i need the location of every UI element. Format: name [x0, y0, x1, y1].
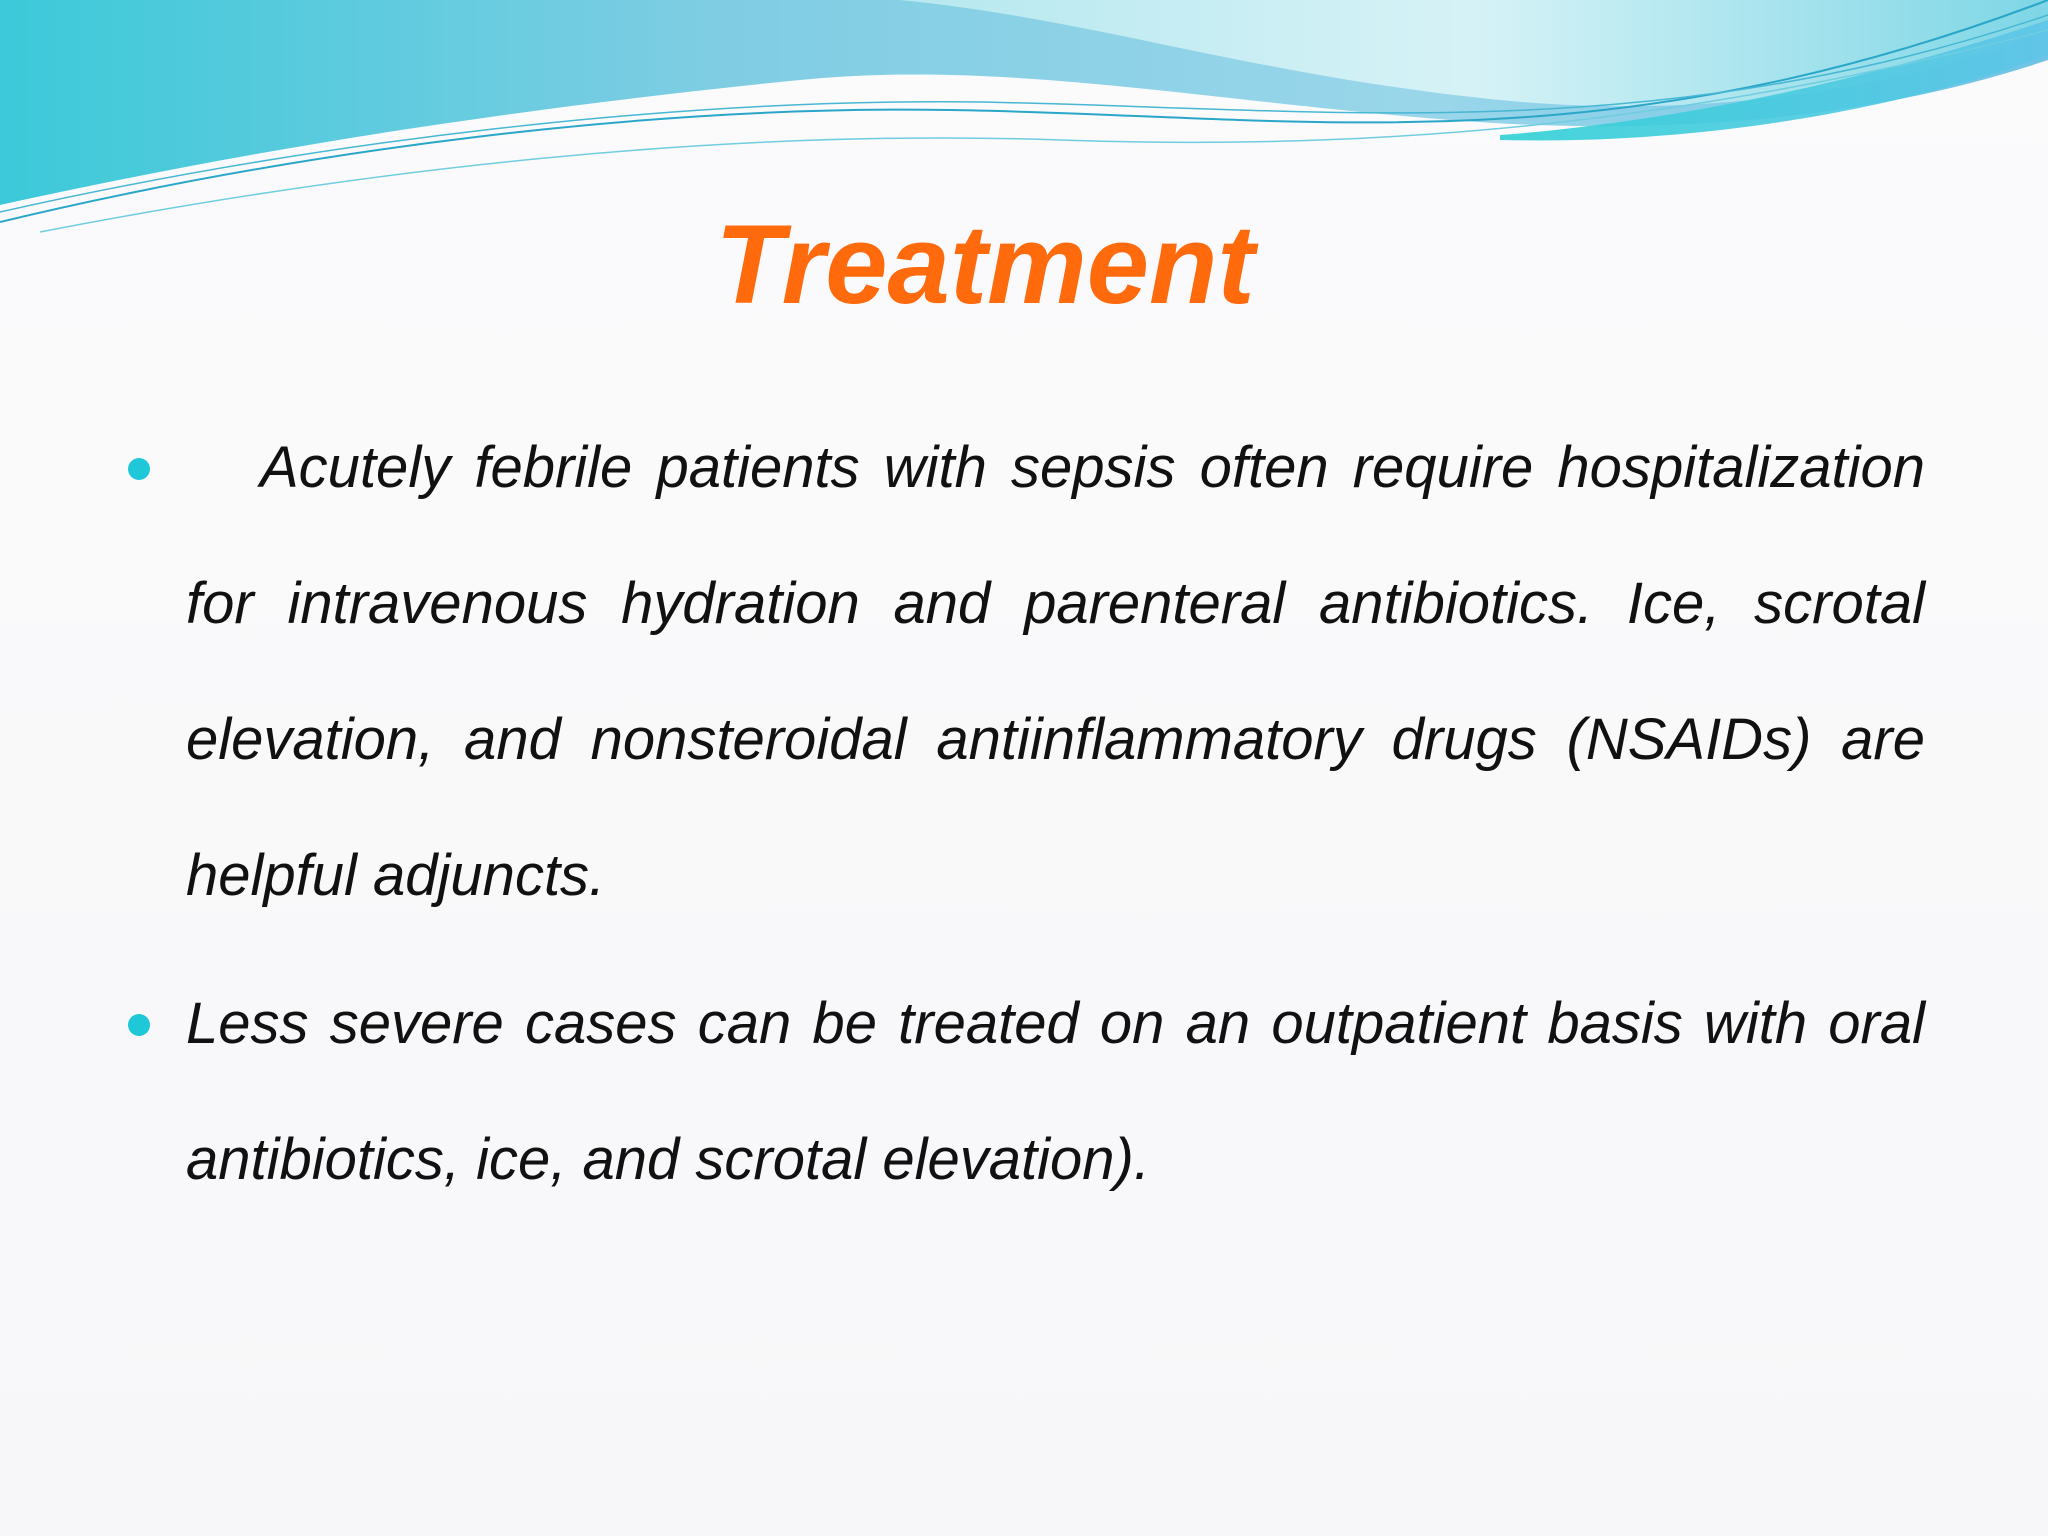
bullet-list	[120, 400, 1925, 1240]
bullet-item	[120, 956, 1925, 1228]
slide-title: Treatment	[715, 202, 1255, 327]
bullet-text: Less severe cases can be treated on an outpatient basis with oral antibiotics, ice, and scrotal elevation).	[186, 991, 1925, 1192]
bullet-text: Acutely febrile patients with sepsis often require hospitalization for intravenous hydration and parenteral antibiotics. Ice, scrotal elevation, and nonsteroidal antiinflammatory drugs (NSAIDs) are helpful adjuncts.	[186, 435, 1925, 908]
bullet-item	[120, 400, 1925, 944]
bullet-dot-icon	[128, 1014, 150, 1036]
bullet-dot-icon	[128, 458, 150, 480]
